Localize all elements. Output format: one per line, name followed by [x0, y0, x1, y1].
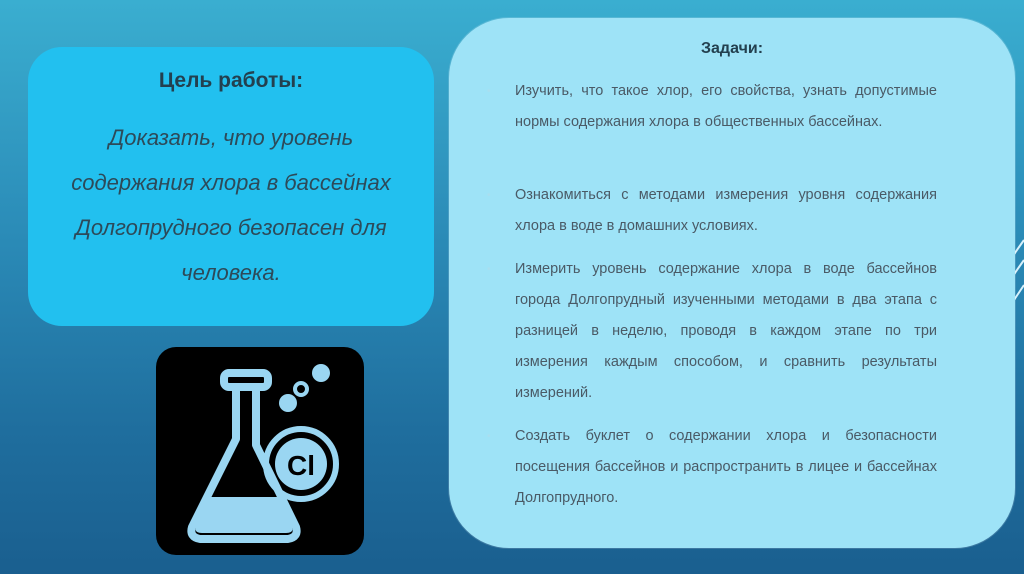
bullet-icon: •	[487, 190, 491, 201]
task-item	[487, 76, 937, 138]
task-item	[487, 421, 937, 514]
goal-text: Доказать, что уровень содержания хлора в бассейнах Долгопрудного безопасен для человека.	[71, 125, 391, 285]
tasks-card	[449, 18, 1015, 548]
task-item	[487, 180, 937, 242]
chlorine-symbol: Cl	[287, 450, 315, 481]
task-item	[487, 254, 937, 409]
task-text: Ознакомиться с методами измерения уровня содержания хлора в воде в домашних условиях.	[515, 187, 937, 234]
bullet-icon: •	[487, 86, 491, 97]
goal-title: Цель работы:	[158, 69, 304, 92]
flask-chlorine-icon	[156, 347, 364, 555]
task-text: Создать буклет о содержании хлора и безопасности посещения бассейнов и распространить в лицее и бассейнах Долгопрудного.	[515, 428, 937, 506]
task-text: Изучить, что такое хлор, его свойства, узнать допустимые нормы содержания хлора в общественных бассейнах.	[515, 83, 937, 130]
goal-card	[28, 47, 434, 326]
bullet-icon: •	[487, 264, 491, 275]
flask-icon-box	[156, 347, 364, 555]
tasks-title: Задачи:	[700, 40, 764, 57]
task-text: Измерить уровень содержание хлора в воде бассейнов города Долгопрудный изученными методами в два этапа с разницей в неделю, проводя в каждом этапе по три измерения каждым способом, и сравнить результаты измерений.	[515, 261, 937, 401]
bullet-icon: •	[487, 431, 491, 442]
